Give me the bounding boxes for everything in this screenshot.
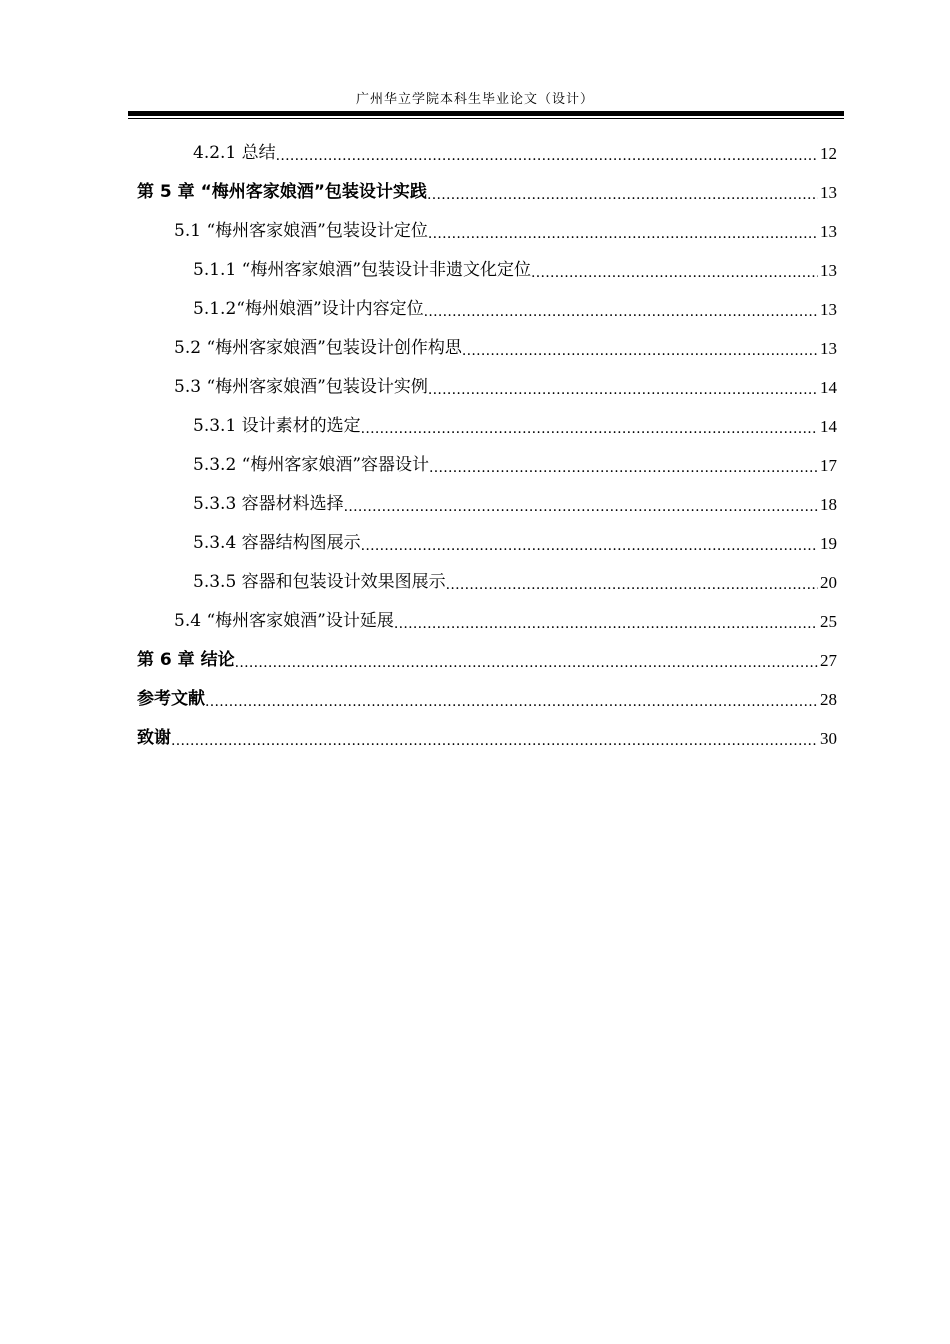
- toc-entry-5-2[interactable]: [174, 329, 837, 368]
- toc-dot-leader: [424, 290, 818, 329]
- toc-entry-label: 5.3.4 容器结构图展示: [193, 533, 361, 553]
- toc-entry-label: 5.1.2“梅州娘酒”设计内容定位: [193, 299, 424, 319]
- toc-entry-label: 5.3.5 容器和包装设计效果图展示: [193, 572, 446, 592]
- toc-page-number: 28: [820, 690, 837, 709]
- toc-entry-label: 4.2.1 总结: [193, 143, 276, 163]
- toc-entry-5-3-1[interactable]: [193, 407, 837, 446]
- toc-page-number: 27: [820, 651, 837, 670]
- toc-entry-label: 致谢: [137, 728, 171, 748]
- toc-dot-leader: [462, 329, 818, 368]
- toc-dot-leader: [428, 368, 818, 407]
- toc-dot-leader: [531, 251, 818, 290]
- toc-page-number: 13: [820, 222, 837, 241]
- toc-page-number: 13: [820, 261, 837, 280]
- toc-entry-5-1-2[interactable]: [193, 290, 837, 329]
- toc-entry-label: 5.3.2 “梅州客家娘酒”容器设计: [193, 455, 430, 475]
- toc-dot-leader: [394, 602, 818, 641]
- toc-dot-leader: [427, 173, 818, 212]
- toc-dot-leader: [446, 563, 818, 602]
- toc-dot-leader: [361, 524, 818, 563]
- toc-entry-5-3-3[interactable]: [193, 485, 837, 524]
- toc-entry-label: 第 6 章 结论: [137, 650, 235, 670]
- toc-entry-5-1-1[interactable]: [193, 251, 837, 290]
- toc-entry-label: 5.3.1 设计素材的选定: [193, 416, 361, 436]
- toc-page-number: 14: [820, 417, 837, 436]
- toc-dot-leader: [429, 446, 818, 485]
- toc-dot-leader: [235, 641, 818, 680]
- toc-page-number: 20: [820, 573, 837, 592]
- toc-entry-4-2-1[interactable]: [193, 134, 837, 173]
- toc-dot-leader: [171, 719, 818, 758]
- toc-entry-label: 5.1.1 “梅州客家娘酒”包装设计非遗文化定位: [193, 260, 532, 280]
- toc-page-number: 13: [820, 300, 837, 319]
- toc-page-number: 12: [820, 144, 837, 163]
- toc-page-number: 13: [820, 339, 837, 358]
- toc-page-number: 18: [820, 495, 837, 514]
- toc-page-number: 17: [820, 456, 837, 475]
- toc-page-number: 19: [820, 534, 837, 553]
- toc-page-number: 14: [820, 378, 837, 397]
- toc-page-number: 30: [820, 729, 837, 748]
- toc-entry-label: 5.3.3 容器材料选择: [193, 494, 344, 514]
- toc-entry-5-3-4[interactable]: [193, 524, 837, 563]
- header-rule-thick: [128, 111, 844, 116]
- toc-entry-acknowledgements[interactable]: [137, 719, 837, 758]
- page-header-title: 广州华立学院本科生毕业论文（设计）: [355, 92, 594, 107]
- toc-entry-label: 5.2 “梅州客家娘酒”包装设计创作构思: [174, 338, 462, 358]
- toc-entry-chapter-5[interactable]: [137, 173, 837, 212]
- toc-entry-label: 参考文献: [137, 689, 205, 709]
- toc-entry-references[interactable]: [137, 680, 837, 719]
- toc-entry-label: 5.1 “梅州客家娘酒”包装设计定位: [174, 221, 428, 241]
- toc-page-number: 25: [820, 612, 837, 631]
- toc-dot-leader: [428, 212, 818, 251]
- toc-page-number: 13: [820, 183, 837, 202]
- toc-dot-leader: [361, 407, 818, 446]
- toc-dot-leader: [344, 485, 818, 524]
- toc-dot-leader: [205, 680, 818, 719]
- toc-entry-5-3-5[interactable]: [193, 563, 837, 602]
- toc-entry-5-4[interactable]: [174, 602, 837, 641]
- toc-entry-label: 5.4 “梅州客家娘酒”设计延展: [174, 611, 394, 631]
- toc-dot-leader: [276, 134, 818, 173]
- header-rule-thin: [128, 118, 844, 119]
- toc-entry-chapter-6[interactable]: [137, 641, 837, 680]
- toc-entry-5-3[interactable]: [174, 368, 837, 407]
- toc-entry-label: 第 5 章 “梅州客家娘酒”包装设计实践: [137, 182, 427, 202]
- toc-entry-5-1[interactable]: [174, 212, 837, 251]
- toc-entry-5-3-2[interactable]: [193, 446, 837, 485]
- toc-entry-label: 5.3 “梅州客家娘酒”包装设计实例: [174, 377, 428, 397]
